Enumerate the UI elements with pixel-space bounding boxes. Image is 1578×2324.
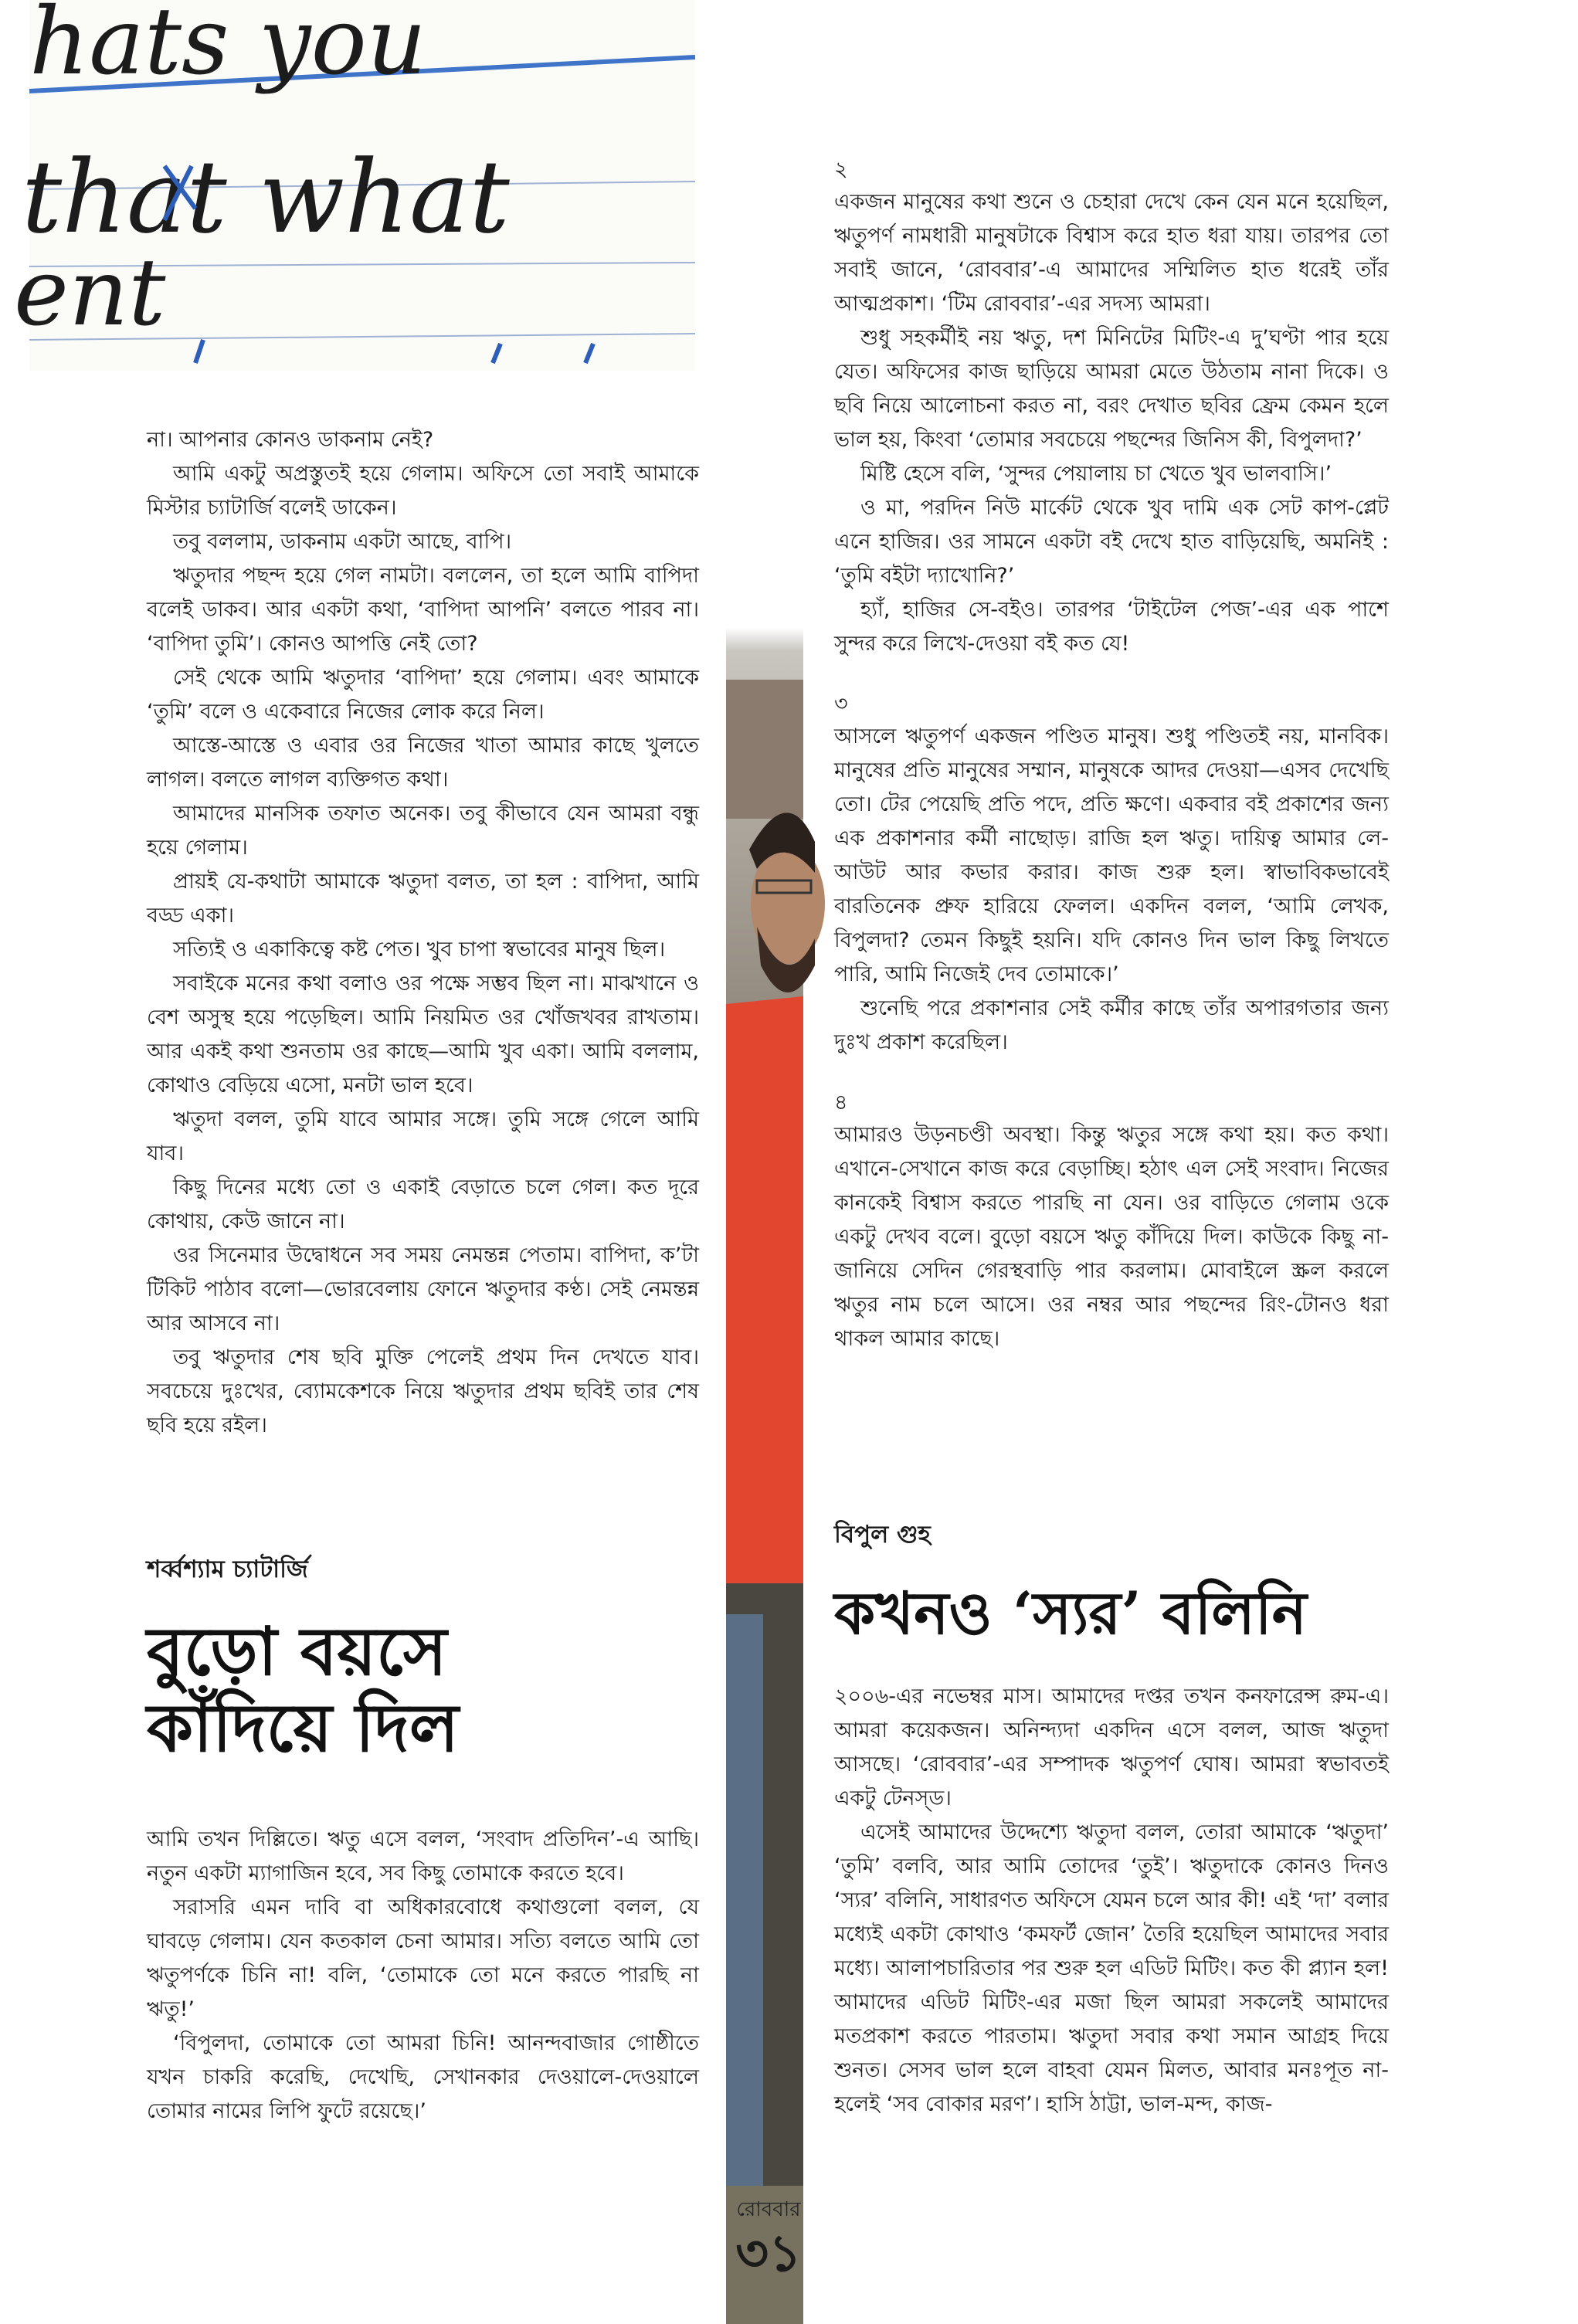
paragraph: আমি একটু অপ্রস্তুতই হয়ে গেলাম। অফিসে তো সবাই আমাকে মিস্টার চ্যাটার্জি বলেই ডাকেন। [147,462,699,520]
section-3 [834,689,1389,1060]
paragraph: না। আপনার কোনও ডাকনাম নেই? [147,428,434,452]
paragraph: প্রায়ই যে-কথাটা আমাকে ঋতুদা বলত, তা হল : বাপিদা, আমি বড্ড একা। [147,870,699,928]
paragraph: আসলে ঋতুপর্ণ একজন পণ্ডিত মানুষ। শুধু পণ্ডিতই নয়, মানবিক। মানুষের প্রতি মানুষের সম্মান, মানুষকে আদর দেওয়া—এসব দেখেছি তো। টের পেয়েছি প্রতি পদে, প্রতি ক্ষণে। একবার বই প্রকাশের জন্য এক প্রকাশনার কর্মী নাছোড়। রাজি হল ঋতু। দায়িত্ব আমার লে-আউট আর কভার করার। কাজ শুরু হল। স্বাভাবিকভাবেই বারতিনেক প্রুফ হারিয়ে ফেলল। একদিন বলল, ‘আমি লেখক, বিপুলদা? তেমন কিছুই হয়নি। যদি কোনও দিন ভাল কিছু লিখতে পারি, আমি নিজেই দেব তোমাকে।’ [834,724,1389,986]
paragraph: ‘বিপুলদা, তোমাকে তো আমরা চিনি! আনন্দবাজার গোষ্ঠীতে যখন চাকরি করেছি, দেখেছি, সেখানকার দেওয়ালে-দেওয়ালে তোমার নামের লিপি ফুটে রয়েছে।’ [147,2031,699,2123]
headline-line: কাঁদিয়ে দিল [147,1688,459,1767]
headline-left [147,1614,699,1767]
paragraph: হ্যাঁ, হাজির সে-বইও। তারপর ‘টাইটেল পেজ’-এর এক পাশে সুন্দর করে লিখে-দেওয়া বই কত যে! [834,598,1389,656]
paragraph: আমারও উড়নচণ্ডী অবস্থা। কিন্তু ঋতুর সঙ্গে কথা হয়। কত কথা। এখানে-সেখানে কাজ করে বেড়াচ্ছি। হঠাৎ এল সেই সংবাদ। নিজের কানকেই বিশ্বাস করতে পারছি না যেন। ওর বাড়িতে গেলাম ওকে একটু দেখব বলে। বুড়ো বয়সে ঋতু কাঁদিয়ে দিল। কাউকে কিছু না-জানিয়ে সেদিন গেরস্থবাড়ি পার করলাম। মোবাইলে স্ক্রল করলে ঋতুর নাম চলে আসে। ওর নম্বর আর পছন্দের রিং-টোনও ধরা থাকল আমার কাছে। [834,1123,1389,1351]
photo-strip [726,0,803,2324]
right-article-intro [834,1680,1389,2122]
paragraph: সেই থেকে আমি ঋতুদার ‘বাপিদা’ হয়ে গেলাম। এবং আমাকে ‘তুমি’ বলে ও একেবারে নিজের লোক করে নিল। [147,666,699,724]
paragraph: শুনেছি পরে প্রকাশনার সেই কর্মীর কাছে তাঁর অপারগতার জন্য দুঃখ প্রকাশ করেছিল। [834,996,1389,1054]
section-number: ৩ [834,692,848,716]
handwriting-image [14,0,695,371]
paragraph: কিছু দিনের মধ্যে তো ও একাই বেড়াতে চলে গেল। কত দূরে কোথায়, কেউ জানে না। [147,1176,699,1233]
headline-right: কখনও ‘স্যর’ বলিনি [834,1579,1308,1647]
paragraph: ও মা, পরদিন নিউ মার্কেট থেকে খুব দামি এক সেট কাপ-প্লেট এনে হাজির। ওর সামনে একটা বই দেখে হাত বাড়িয়েছি, অমনিই : ‘তুমি বইটা দ্যাখোনি?’ [834,496,1389,588]
handwriting-line-1: hats you [29,0,427,96]
paragraph: সবাইকে মনের কথা বলাও ওর পক্ষে সম্ভব ছিল না। মাঝখানে ও বেশ অসুস্থ হয়ে পড়েছিল। আমি নিয়মিত ওর খোঁজখবর রাখতাম। আর একই কথা শুনতাম ওর কাছে—আমি খুব একা। আমি বললাম, কোথাও বেড়িয়ে এসো, মনটা ভাল হবে। [147,972,699,1098]
paragraph: সরাসরি এমন দাবি বা অধিকারবোধে কথাগুলো বলল, যে ঘাবড়ে গেলাম। যেন কতকাল চেনা আমার। সত্যি বলতে আমি তো ঋতুপর্ণকে চিনি না! বলি, ‘তোমাকে তো মনে করতে পারছি না ঋতু!’ [147,1895,699,2021]
page-folio [722,2193,815,2283]
paragraph: তবু ঋতুদার শেষ ছবি মুক্তি পেলেই প্রথম দিন দেখতে যাব। সবচেয়ে দুঃখের, ব্যোমকেশকে নিয়ে ঋতুদার প্রথম ছবিই তার শেষ ছবি হয়ে রইল। [147,1345,699,1437]
paragraph: মিষ্টি হেসে বলি, ‘সুন্দর পেয়ালায় চা খেতে খুব ভালবাসি।’ [860,462,1332,486]
section-4 [834,1087,1389,1356]
paragraph: ২০০৬-এর নভেম্বর মাস। আমাদের দপ্তর তখন কনফারেন্স রুম-এ। আমরা কয়েকজন। অনিন্দ্যদা একদিন এসে বলল, আজ ঋতুদা আসছে। ‘রোববার’-এর সম্পাদক ঋতুপর্ণ ঘোষ। আমরা স্বভাবতই একটু টেনস্ড। [834,1684,1389,1810]
author-byline-right: বিপুল গুহ [834,1521,931,1549]
handwriting-line-2: that what [22,138,510,256]
paragraph: একজন মানুষের কথা শুনে ও চেহারা দেখে কেন যেন মনে হয়েছিল, ঋতুপর্ণ নামধারী মানুষটাকে বিশ্বাস করে হাত ধরা যায়। তারপর তো সবাই জানে, ‘রোববার’-এ আমাদের সম্মিলিত হাত ধরেই তাঁর আত্মপ্রকাশ। ‘টিম রোববার’-এর সদস্য আমরা। [834,190,1389,316]
paragraph: আমাদের মানসিক তফাত অনেক। তবু কীভাবে যেন আমরা বন্ধু হয়ে গেলাম। [147,802,699,860]
paragraph: ঋতুদা বলল, তুমি যাবে আমার সঙ্গে। তুমি সঙ্গে গেলে আমি যাব। [147,1108,699,1165]
section-number: ২ [834,158,848,182]
paragraph: ঋতুদার পছন্দ হয়ে গেল নামটা। বললেন, তা হলে আমি বাপিদা বলেই ডাকব। আর একটা কথা, ‘বাপিদা আপনি’ বলতে পারব না। ‘বাপিদা তুমি’। কোনও আপত্তি নেই তো? [147,564,699,656]
right-article-sections [834,154,1389,1356]
magazine-name: রোববার [736,2198,801,2221]
paragraph: আস্তে-আস্তে ও এবার ওর নিজের খাতা আমার কাছে খুলতে লাগল। বলতে লাগল ব্যক্তিগত কথা। [147,734,699,792]
section-2 [834,154,1389,661]
paragraph: আমি তখন দিল্লিতে। ঋতু এসে বলল, ‘সংবাদ প্রতিদিন’-এ আছি। নতুন একটা ম্যাগাজিন হবে, সব কিছু তোমাকে করতে হবে। [147,1827,699,1885]
left-article-intro [147,1823,699,2129]
author-byline-left: শর্ব্বশ্যাম চ্যাটার্জি [147,1556,308,1583]
paragraph: এসেই আমাদের উদ্দেশ্যে ঋতুদা বলল, তোরা আমাকে ‘ঋতুদা’ ‘তুমি’ বলবি, আর আমি তোদের ‘তুই’। ঋতুদাকে কোনও দিনও ‘স্যর’ বলিনি, সাধারণত অফিসে যেমন চলে আর কী! এই ‘দা’ বলার মধ্যেই একটা কোথাও ‘কমফর্ট জোন’ তৈরি হয়েছিল আমাদের সবার মধ্যে। আলাপচারিতার পর শুরু হল এডিট মিটিং। কত কী প্ল্যান হল! আমাদের এডিট মিটিং-এর মজা ছিল আমরা সকলেই আমাদের মতপ্রকাশ করতে পারতাম। ঋতুদা সবার কথা সমান আগ্রহ দিয়ে শুনত। সেসব ভাল হলে বাহবা যেমন মিলত, আবার মনঃপূত না-হলেই ‘সব বোকার মরণ’। হাসি ঠাট্টা, ভাল-মন্দ, কাজ- [834,1820,1389,2116]
paragraph: ওর সিনেমার উদ্বোধনে সব সময় নেমন্তন্ন পেতাম। বাপিদা, ক’টা টিকিট পাঠাব বলো—ভোরবেলায় ফোনে ঋতুদার কণ্ঠ। সেই নেমন্তন্ন আর আসবে না। [147,1243,699,1335]
section-number: ৪ [834,1091,848,1115]
paragraph: সত্যিই ও একাকিত্বে কষ্ট পেত। খুব চাপা স্বভাবের মানুষ ছিল। [173,938,666,962]
paragraph: শুধু সহকর্মীই নয় ঋতু, দশ মিনিটের মিটিং-এ দু’ঘণ্টা পার হয়ে যেত। অফিসের কাজ ছাড়িয়ে আমরা মেতে উঠতাম নানা দিকে। ও ছবি নিয়ে আলোচনা করত না, বরং দেখাত ছবির ফ্রেম কেমন হলে ভাল হয়, কিংবা ‘তোমার সবচেয়ে পছন্দের জিনিস কী, বিপুলদা?’ [834,326,1389,452]
handwriting-line-3: ent [14,239,166,347]
paragraph: তবু বললাম, ডাকনাম একটা আছে, বাপি। [173,530,512,554]
headline-line: বুড়ো বয়সে [147,1613,447,1691]
page-number: ৩১ [735,2223,802,2283]
left-article-continuation [147,423,699,1443]
